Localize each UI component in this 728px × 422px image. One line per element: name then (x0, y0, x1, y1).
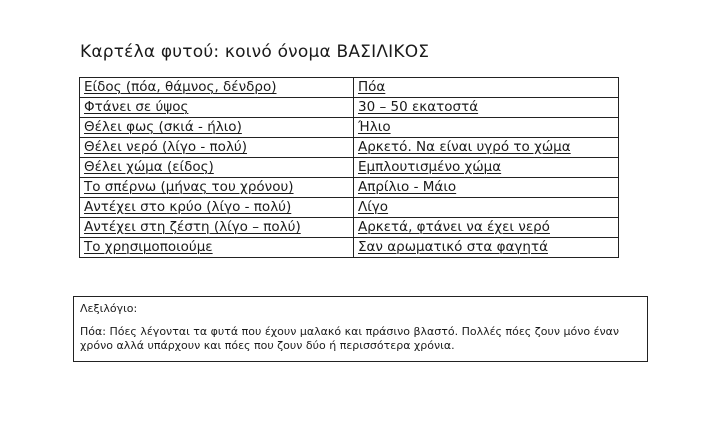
table-row (80, 138, 619, 158)
property-cell (80, 118, 354, 138)
table-row (80, 238, 619, 258)
property-label: Το χρησιμοποιούμε (84, 239, 213, 255)
property-cell (80, 158, 354, 178)
glossary-title: Λεξιλόγιο: (80, 302, 138, 315)
table-row (80, 78, 619, 98)
value-label: Εμπλουτισμένο χώμα (358, 159, 502, 175)
value-cell (354, 138, 619, 158)
property-cell (80, 78, 354, 98)
value-label: Λίγο (358, 199, 389, 215)
value-cell (354, 218, 619, 238)
table-row (80, 158, 619, 178)
value-cell (354, 118, 619, 138)
value-cell (354, 198, 619, 218)
property-cell (80, 178, 354, 198)
value-label: Αρκετό. Να είναι υγρό το χώμα (358, 139, 571, 155)
value-label: Σαν αρωματικό στα φαγητά (358, 239, 548, 255)
value-cell (354, 78, 619, 98)
value-label: Αρκετά, φτάνει να έχει νερό (358, 219, 550, 235)
glossary-box (73, 296, 648, 362)
value-label: Απρίλιο - Μάιο (358, 179, 457, 195)
property-label: Αντέχει στη ζέστη (λίγο – πολύ) (84, 219, 301, 235)
table-row (80, 178, 619, 198)
property-label: Θέλει φως (σκιά - ήλιο) (84, 119, 242, 135)
value-label: Πόα (358, 79, 386, 95)
property-label: Είδος (πόα, θάμνος, δένδρο) (84, 79, 277, 95)
property-cell (80, 198, 354, 218)
property-label: Φτάνει σε ύψος (84, 99, 189, 115)
property-label: Θέλει νερό (λίγο - πολύ) (84, 139, 248, 155)
table-row (80, 218, 619, 238)
table-row (80, 198, 619, 218)
page-title: Καρτέλα φυτού: κοινό όνομα ΒΑΣΙΛΙΚΟΣ (80, 42, 430, 62)
property-cell (80, 138, 354, 158)
property-cell (80, 238, 354, 258)
glossary-text: Πόα: Πόες λέγονται τα φυτά που έχουν μαλακό και πράσινο βλαστό. Πολλές πόες ζουν μόνο έναν χρόνο αλλά υπάρχουν και πόες που ζουν δύο ή περισσότερα χρόνια. (80, 325, 620, 352)
property-label: Θέλει χώμα (είδος) (84, 159, 214, 175)
value-cell (354, 98, 619, 118)
table-row (80, 118, 619, 138)
property-cell (80, 218, 354, 238)
property-label: Αντέχει στο κρύο (λίγο - πολύ) (84, 199, 292, 215)
plant-card-table (79, 77, 619, 258)
value-cell (354, 158, 619, 178)
value-label: 30 – 50 εκατοστά (358, 99, 479, 115)
value-label: Ήλιο (358, 119, 391, 135)
table-row (80, 98, 619, 118)
property-label: Το σπέρνω (μήνας του χρόνου) (84, 179, 294, 195)
value-cell (354, 178, 619, 198)
property-cell (80, 98, 354, 118)
value-cell (354, 238, 619, 258)
